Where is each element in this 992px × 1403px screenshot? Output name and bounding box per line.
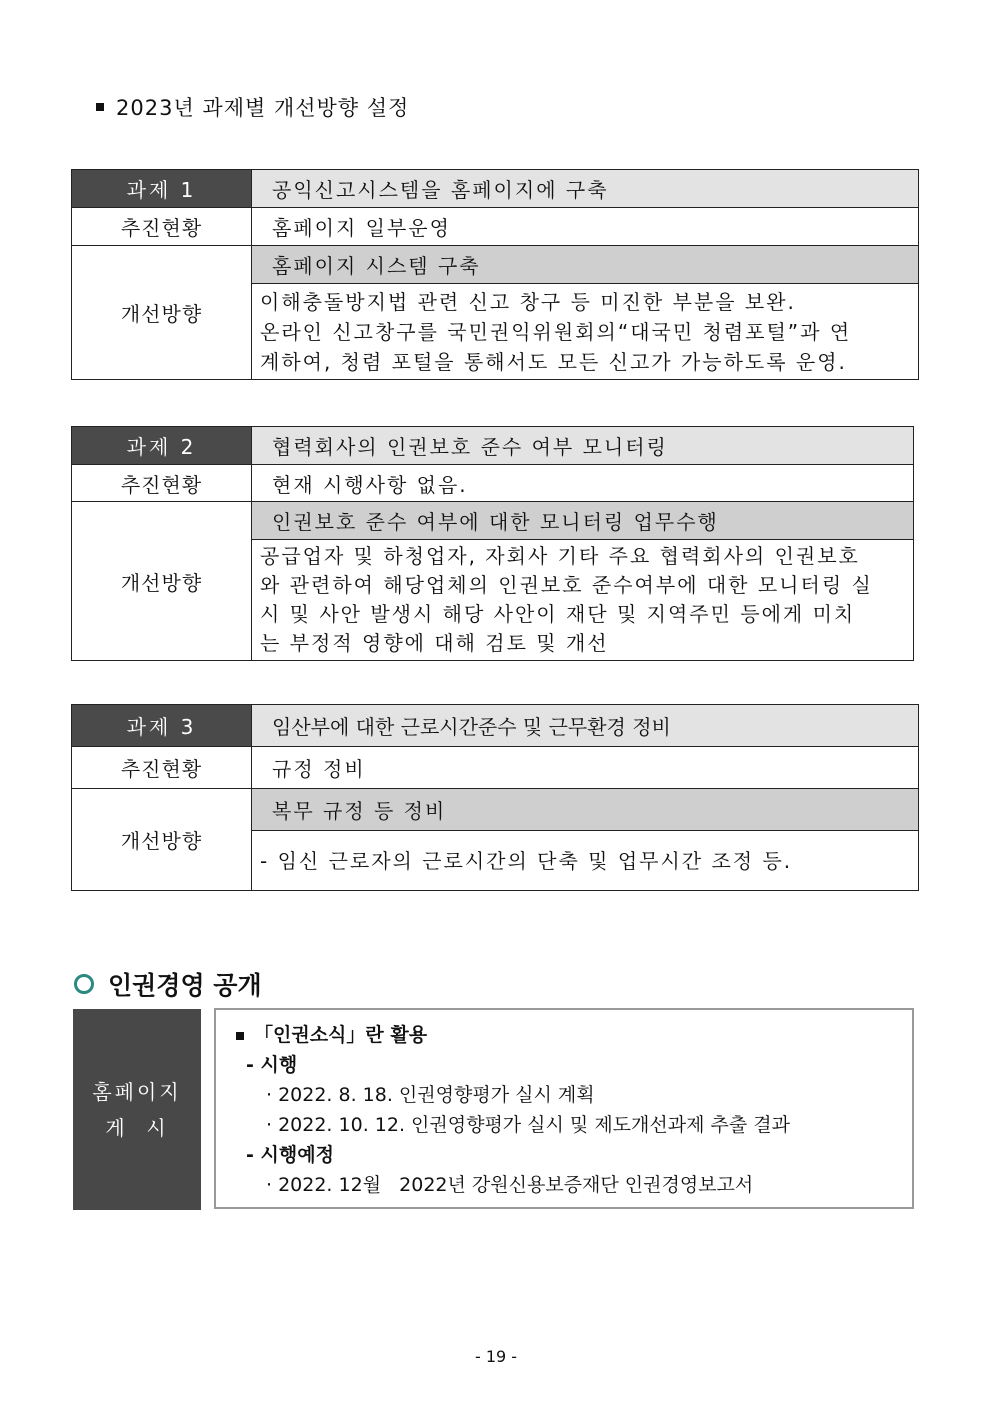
direction-line: - 임신 근로자의 근로시간의 단축 및 업무시간 조정 등.	[260, 848, 793, 873]
circle-bullet-icon	[74, 974, 94, 994]
section-title-text: 2023년 과제별 개선방향 설정	[116, 96, 410, 120]
square-bullet-icon	[96, 103, 104, 111]
status-label: 추진현황	[72, 465, 252, 502]
direction-line: 공급업자 및 하청업자, 자회사 기타 주요 협력회사의 인권보호	[260, 544, 860, 568]
status-label: 추진현황	[72, 208, 252, 246]
task-table-3	[71, 704, 919, 891]
direction-line: 온라인 신고창구를 국민권익위원회의“대국민 청렴포털”과 연	[260, 319, 852, 344]
direction-label: 개선방향	[72, 502, 252, 661]
list-item: · 2022. 8. 18. 인권영향평가 실시 계획	[266, 1084, 595, 1106]
task-table-1	[71, 169, 919, 380]
box-label-line: 게 시	[105, 1115, 169, 1140]
status-value: 현재 시행사항 없음.	[252, 465, 914, 502]
direction-body	[252, 540, 914, 661]
task-table-2	[71, 426, 914, 661]
direction-title: 홈페이지 시스템 구축	[252, 246, 919, 284]
direction-body	[252, 831, 919, 891]
status-label: 추진현황	[72, 747, 252, 789]
disclosure-content	[214, 1008, 914, 1209]
direction-line: 계하여, 청렴 포털을 통해서도 모든 신고가 가능하도록 운영.	[260, 349, 847, 374]
task-title: 협력회사의 인권보호 준수 여부 모니터링	[252, 427, 914, 465]
box-label-line: 홈페이지	[92, 1079, 182, 1104]
list-item: · 2022. 10. 12. 인권영향평가 실시 및 제도개선과제 추출 결과	[266, 1114, 790, 1136]
disclosure-box-label	[73, 1009, 201, 1210]
direction-line: 시 및 사안 발생시 해당 사안이 재단 및 지역주민 등에게 미치	[260, 602, 856, 626]
task-title: 공익신고시스템을 홈페이지에 구축	[252, 170, 919, 208]
page-number: - 19 -	[474, 1347, 518, 1366]
disclosure-bullet	[236, 1020, 892, 1050]
disclosure-heading-text: 인권경영 공개	[108, 971, 262, 1000]
task-title: 임산부에 대한 근로시간준수 및 근무환경 정비	[252, 705, 919, 747]
status-value: 규정 정비	[252, 747, 919, 789]
sub-heading: - 시행예정	[246, 1144, 334, 1166]
disclosure-heading	[74, 966, 262, 1002]
status-value: 홈페이지 일부운영	[252, 208, 919, 246]
direction-line: 와 관련하여 해당업체의 인권보호 준수여부에 대한 모니터링 실	[260, 573, 873, 597]
direction-title: 인권보호 준수 여부에 대한 모니터링 업무수행	[252, 502, 914, 540]
direction-body	[252, 284, 919, 380]
disclosure-bullet-text: 「인권소식」란 활용	[254, 1024, 428, 1046]
task-header: 과제 1	[72, 170, 252, 208]
direction-line: 이해충돌방지법 관련 신고 창구 등 미진한 부분을 보완.	[260, 289, 796, 314]
direction-label: 개선방향	[72, 789, 252, 891]
direction-label: 개선방향	[72, 246, 252, 380]
direction-line: 는 부정적 영향에 대해 검토 및 개선	[260, 631, 609, 655]
direction-title: 복무 규정 등 정비	[252, 789, 919, 831]
square-bullet-icon	[236, 1032, 244, 1040]
list-item: · 2022. 12월 2022년 강원신용보증재단 인권경영보고서	[266, 1174, 754, 1196]
section-title	[96, 92, 409, 122]
task-header: 과제 3	[72, 705, 252, 747]
sub-heading: - 시행	[246, 1054, 298, 1076]
task-header: 과제 2	[72, 427, 252, 465]
